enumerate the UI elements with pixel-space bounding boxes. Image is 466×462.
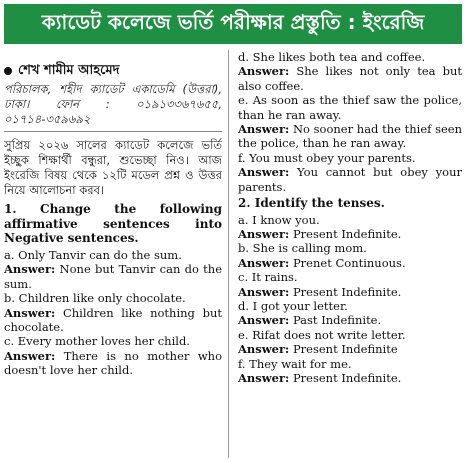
answer-text: Present Indefinite.: [292, 284, 402, 299]
answer-item: [238, 313, 462, 327]
answer-item: [238, 165, 462, 194]
answer-text: Past Indefinite.: [292, 313, 382, 328]
question-item: b. She is calling mom.: [238, 241, 367, 256]
answer-item: [238, 64, 462, 93]
question-item: a. Only Tanvir can do the sum.: [4, 247, 182, 262]
answer-item: [4, 349, 222, 378]
answer-text: Present Indefinite.: [292, 371, 402, 386]
answer-text: Children like nothing but chocolate.: [4, 305, 222, 334]
question-item: c. Every mother loves her child.: [4, 334, 190, 349]
answer-item: [238, 371, 462, 385]
answer-label: Answer:: [4, 305, 56, 320]
answer-label: Answer:: [238, 342, 290, 357]
question-item: e. As soon as the thief saw the police, than he ran away.: [238, 93, 462, 122]
answer-item: [238, 285, 462, 299]
answer-label: Answer:: [238, 371, 290, 386]
answer-label: Answer:: [238, 165, 290, 180]
page-header-banner: [4, 4, 462, 44]
author-byline: [4, 64, 222, 78]
author-bio: পরিচালক, শহীদ ক্যাডেট একাডেমি (উত্তরা), ঢাকা। ফোন : ০১৯১৩৩৬৭৬৫৫, ০১৭১৪-৩৫৯৬৯২: [4, 82, 222, 132]
answer-label: Answer:: [238, 313, 290, 328]
answer-label: Answer:: [238, 122, 290, 137]
question-heading: 1. Change the following affirmative sentences into Negative sentences.: [4, 202, 222, 246]
question-heading: 2. Identify the tenses.: [238, 196, 385, 211]
answer-item: [4, 306, 222, 335]
question-item: f. They wait for me.: [238, 356, 352, 371]
answer-item: [4, 262, 222, 291]
intro-paragraph: সুপ্রিয় ২০২৬ সালের ক্যাডেট কলেজে ভর্তি ইচ্ছুক শিক্ষার্থী বন্ধুরা, শুভেচ্ছা নিও। আজ ইংরেজি বিষয় থেকে ১২টি মডেল প্রশ্ন ও উত্তর নিয়ে আলোচনা করব।: [4, 138, 222, 198]
author-name: শেখ শামীম আহমেদ: [18, 63, 120, 78]
question-item: f. You must obey your parents.: [238, 150, 416, 165]
answer-item: [238, 227, 462, 241]
answer-text: There is no mother who doesn't love her child.: [4, 348, 222, 378]
answer-label: Answer:: [238, 226, 290, 241]
answer-label: Answer:: [4, 262, 56, 277]
answer-text: Prenet Continuous.: [292, 255, 406, 270]
answer-text: None but Tanvir can do the sum.: [4, 262, 222, 291]
answer-label: Answer:: [238, 255, 290, 270]
answer-label: Answer:: [238, 64, 290, 79]
left-column: [4, 50, 222, 458]
answer-label: Answer:: [238, 284, 290, 299]
question-item: a. I know you.: [238, 212, 320, 227]
question-item: d. She likes both tea and coffee.: [238, 50, 426, 64]
answer-item: [238, 122, 462, 151]
question-item: d. I got your letter.: [238, 299, 348, 313]
right-column: [238, 50, 462, 458]
answer-item: [238, 342, 462, 356]
column-divider: [228, 50, 229, 458]
answer-text: Present Indefinite.: [292, 226, 402, 241]
answer-text: You cannot but obey your parents.: [238, 165, 462, 194]
question-item: e. Rifat does not write letter.: [238, 327, 406, 342]
question-item: c. It rains.: [238, 270, 298, 285]
answer-item: [238, 256, 462, 270]
answer-label: Answer:: [4, 348, 56, 363]
answer-text: Present Indefinite: [292, 342, 398, 357]
question-item: b. Children like only chocolate.: [4, 291, 186, 306]
bullet-icon: [4, 67, 12, 75]
answer-text: She likes not only tea but also coffee.: [238, 64, 462, 93]
answer-text: No sooner had the thief seen the police, than he ran away.: [238, 122, 462, 151]
page-title: ক্যাডেট কলেজে ভর্তি পরীক্ষার প্রস্তুতি : ইংরেজি: [41, 9, 425, 34]
